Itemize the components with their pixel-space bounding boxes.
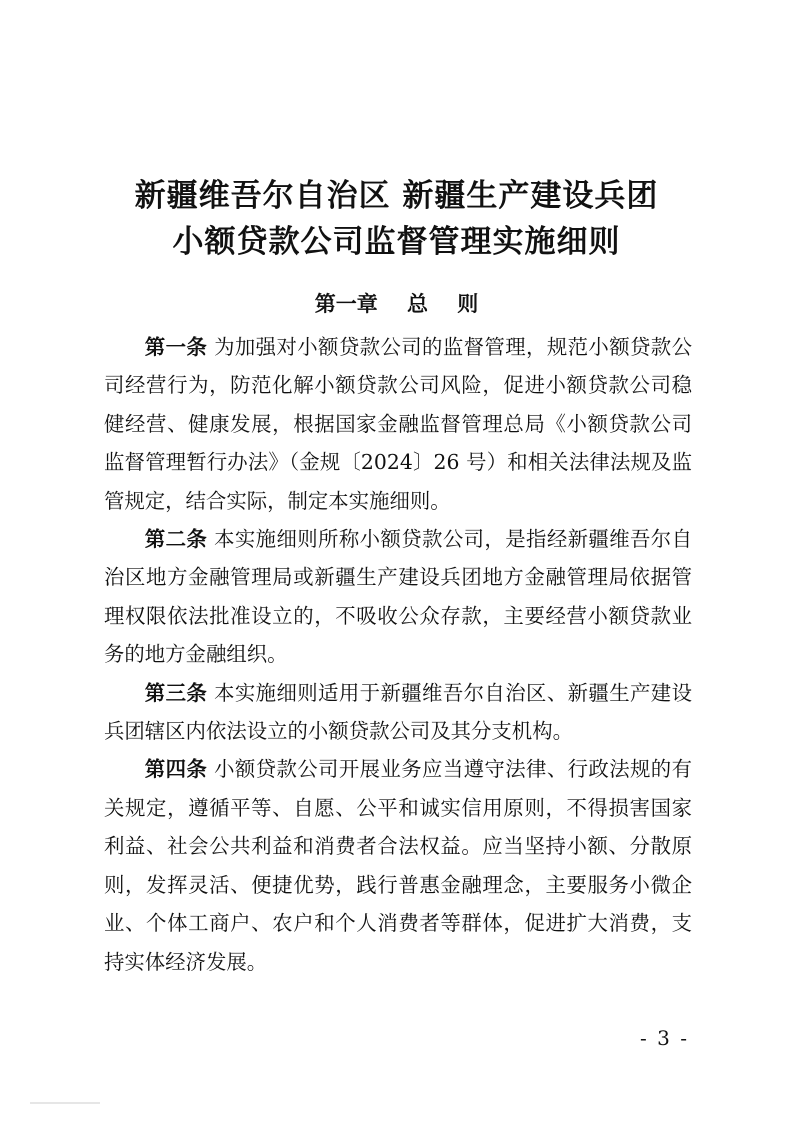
- document-title-line-1: 新疆维吾尔自治区 新疆生产建设兵团: [134, 178, 659, 214]
- scan-artifact-line: [30, 1102, 100, 1104]
- document-title-line-2: 小额贷款公司监督管理实施细则: [172, 224, 621, 260]
- article-number: 第四条: [144, 757, 208, 782]
- article-text: 小额贷款公司开展业务应当遵守法律、行政法规的有关规定，遵循平等、自愿、公平和诚实信用原则，不得损害国家利益、社会公共利益和消费者合法权益。应当坚持小额、分散原则，发挥灵活、便捷优势，践行普惠金融理念，主要服务小微企业、个体工商户、农户和个人消费者等群体，促进扩大消费，支持实体经济发展。: [104, 757, 692, 974]
- article-text: 为加强对小额贷款公司的监督管理，规范小额贷款公司经营行为，防范化解小额贷款公司风险，促进小额贷款公司稳健经营、健康发展，根据国家金融监督管理总局《小额贷款公司监督管理暂行办法》（金规〔2024〕26 号）和相关法律法规及监管规定，结合实际，制定本实施细则。: [104, 335, 692, 513]
- chapter-heading: 第一章 总 则: [314, 292, 479, 316]
- article-paragraph: [104, 750, 692, 980]
- article-text: 本实施细则所称小额贷款公司，是指经新疆维吾尔自治区地方金融管理局或新疆生产建设兵团地方金融管理局依据管理权限依法批准设立的，不吸收公众存款，主要经营小额贷款业务的地方金融组织。: [104, 527, 692, 667]
- article-number: 第一条: [144, 335, 208, 359]
- article-number: 第二条: [144, 527, 208, 552]
- document-body: [104, 328, 692, 981]
- article-paragraph: [104, 520, 692, 674]
- article-paragraph: [104, 328, 692, 520]
- article-number: 第三条: [144, 680, 208, 705]
- article-paragraph: [104, 674, 692, 751]
- page-number: - 3 -: [640, 1026, 689, 1050]
- article-text: 本实施细则适用于新疆维吾尔自治区、新疆生产建设兵团辖区内依法设立的小额贷款公司及其分支机构。: [104, 680, 692, 744]
